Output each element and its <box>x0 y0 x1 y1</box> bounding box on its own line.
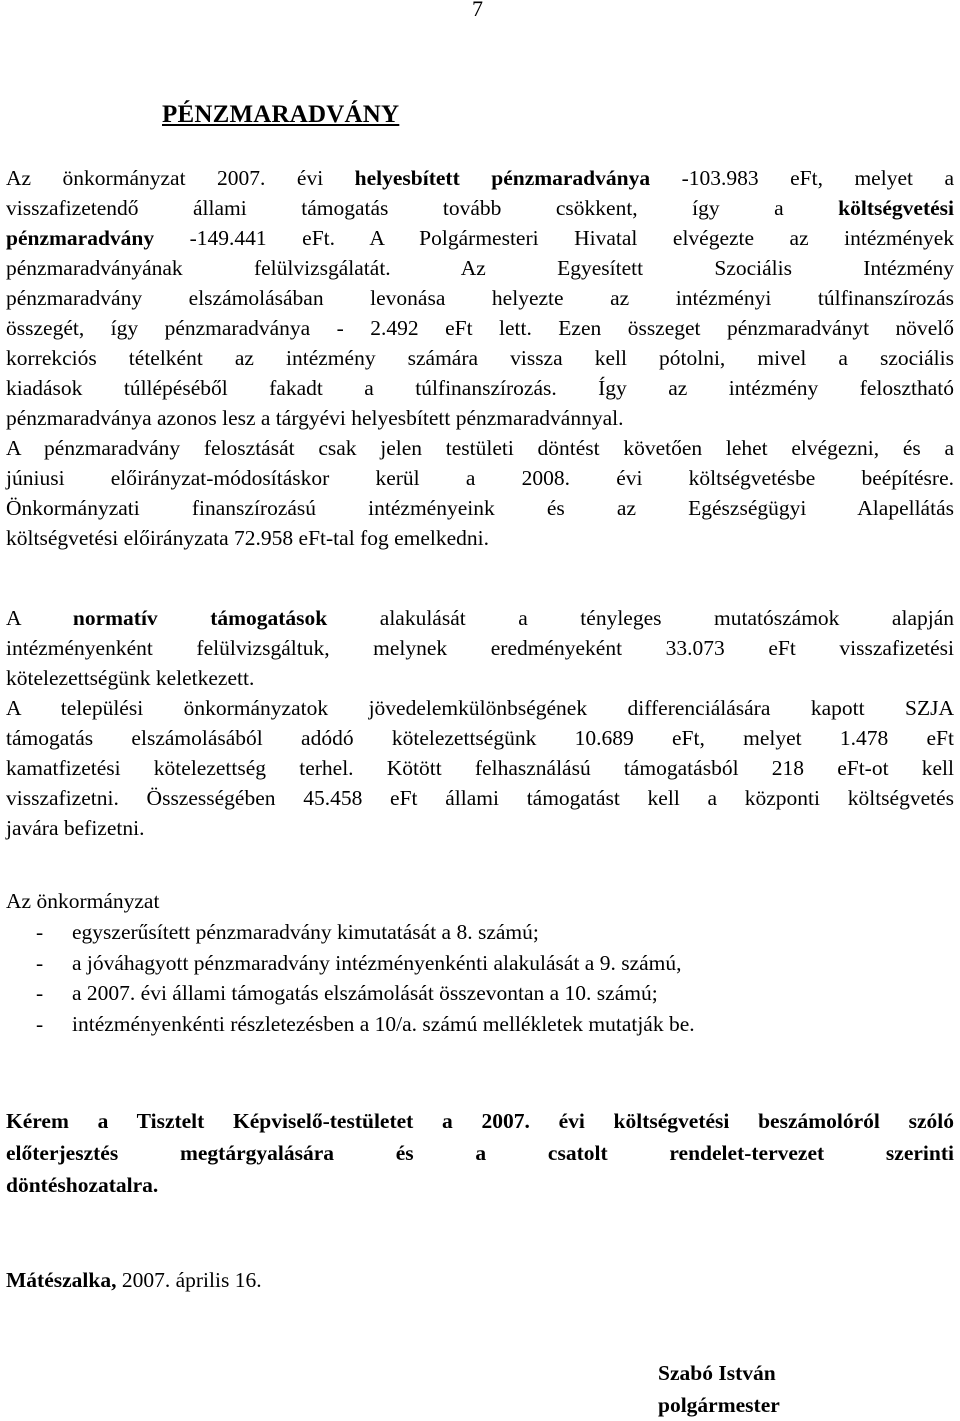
text-line: visszafizetendő állami támogatás tovább csökkent, így a költségvetési <box>6 196 954 220</box>
text-line: A pénzmaradvány felosztását csak jelen testületi döntést követően lehet elvégezni, és a <box>6 436 954 460</box>
closing-request <box>6 1105 954 1201</box>
text-line: intézményenként felülvizsgáltuk, melynek eredményeként 33.073 eFt visszafizetési <box>6 636 954 660</box>
paragraph-remainder <box>6 163 954 553</box>
place-date <box>6 1265 262 1295</box>
signature-block <box>658 1357 780 1421</box>
appendix-list <box>36 917 695 1039</box>
text-line: Az önkormányzat 2007. évi helyesbített pénzmaradványa -103.983 eFt, melyet a <box>6 166 954 190</box>
text-line: pénzmaradványának felülvizsgálatát. Az Egyesített Szociális Intézmény <box>6 256 954 280</box>
text-line: A normatív támogatások alakulását a tényleges mutatószámok alapján <box>6 606 955 630</box>
text-line: támogatás elszámolásából adódó kötelezettségünk 10.689 eFt, melyet 1.478 eFt <box>6 726 954 750</box>
paragraph-normative-support <box>6 603 954 843</box>
text-line: kiadások túllépéséből fakadt a túlfinanszírozás. Így az intézmény felosztható <box>6 376 954 400</box>
text-line: pénzmaradvány elszámolásában levonása helyezte az intézményi túlfinanszírozás <box>6 286 954 310</box>
text-line: javára befizetni. <box>6 816 145 840</box>
text-line: Az önkormányzat <box>6 889 160 913</box>
text-line: pénzmaradvány -149.441 eFt. A Polgármesteri Hivatal elvégezte az intézmények <box>6 226 954 250</box>
place: Mátészalka, <box>6 1268 117 1292</box>
list-item: - intézményenkénti részletezésben a 10/a. számú mellékletek mutatják be. <box>36 1011 695 1036</box>
text-line: A települési önkormányzatok jövedelemkülönbségének differenciálására kapott SZJA <box>6 696 954 720</box>
text-line: Önkormányzati finanszírozású intézményeink és az Egészségügyi Alapellátás <box>6 496 954 520</box>
text-line: visszafizetni. Összességében 45.458 eFt állami támogatást kell a központi költségvetés <box>6 786 954 810</box>
signatory-name: Szabó István <box>658 1361 776 1385</box>
signatory-title: polgármester <box>658 1393 780 1417</box>
page-title: PÉNZMARADVÁNY <box>162 101 400 128</box>
list-item: - egyszerűsített pénzmaradvány kimutatását a 8. számú; <box>36 920 539 944</box>
text-line: döntéshozatalra. <box>6 1173 159 1197</box>
page-number: 7 <box>472 0 483 21</box>
paragraph-municipality <box>6 886 954 916</box>
list-item: - a 2007. évi állami támogatás elszámolását összevontan a 10. számú; <box>36 981 658 1005</box>
text-line: korrekciós tételként az intézmény számára vissza kell pótolni, mivel a szociális <box>6 346 954 370</box>
text-line: kötelezettségünk keletkezett. <box>6 666 255 690</box>
text-line: kamatfizetési kötelezettség terhel. Kötött felhasználású támogatásból 218 eFt-ot kell <box>6 756 954 780</box>
list-item: - a jóváhagyott pénzmaradvány intézményenkénti alakulását a 9. számú, <box>36 950 682 975</box>
text-line: költségvetési előirányzata 72.958 eFt-tal fog emelkedni. <box>6 526 490 550</box>
text-line: pénzmaradványa azonos lesz a tárgyévi helyesbített pénzmaradvánnyal. <box>6 406 624 430</box>
text-line: összegét, így pénzmaradványa - 2.492 eFt lett. Ezen összeget pénzmaradványt növelő <box>6 316 955 340</box>
text-line: júniusi előirányzat-módosításkor kerül a 2008. évi költségvetésbe beépítésre. <box>6 466 954 490</box>
text-line: Kérem a Tisztelt Képviselő-testületet a 2007. évi költségvetési beszámolóról szóló <box>6 1109 954 1133</box>
date: 2007. április 16. <box>116 1268 262 1292</box>
text-line: előterjesztés megtárgyalására és a csatolt rendelet-tervezet szerinti <box>6 1141 954 1165</box>
